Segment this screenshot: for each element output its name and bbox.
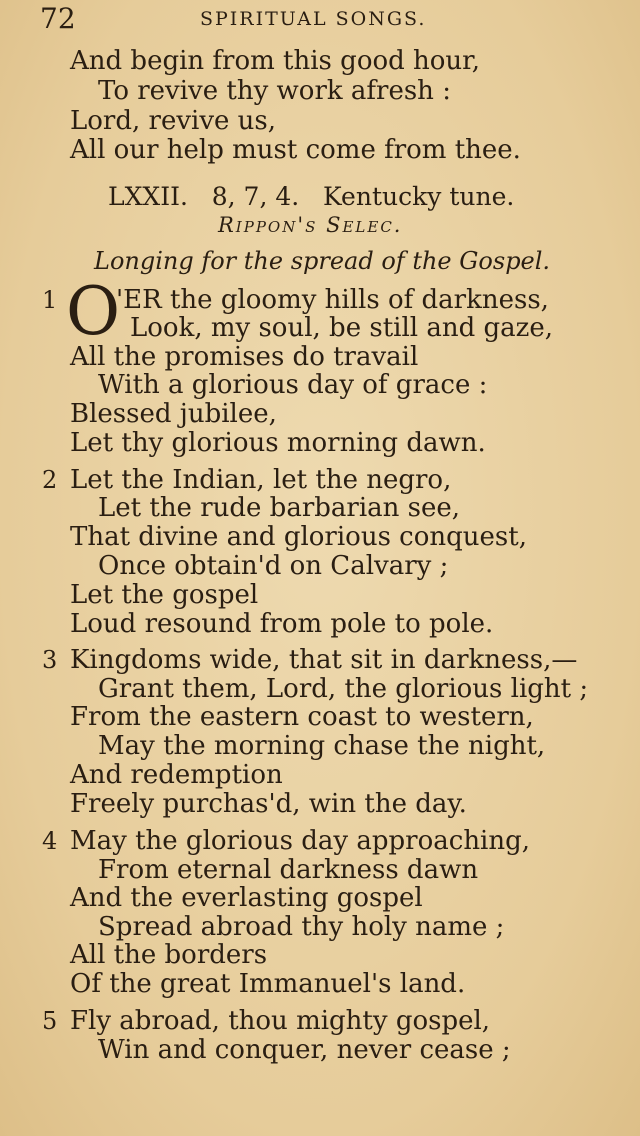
- continuation-line: Lord, revive us,: [70, 106, 277, 136]
- verse-line: With a glorious day of grace :: [98, 370, 488, 400]
- verse-line: 'ER the gloomy hills of darkness,: [116, 285, 549, 315]
- verse-line: All the borders: [70, 940, 268, 970]
- hymn-number: LXXII.: [108, 182, 188, 211]
- verse-line: Grant them, Lord, the glorious light ;: [98, 674, 589, 704]
- verse-line: Loud resound from pole to pole.: [70, 609, 494, 639]
- hymn-source: Rippon's Selec.: [218, 213, 403, 237]
- verse-line: Once obtain'd on Calvary ;: [98, 551, 449, 581]
- stanza-number: 1: [42, 286, 58, 314]
- verse-line: Look, my soul, be still and gaze,: [130, 313, 553, 343]
- verse-line: Let the rude barbarian see,: [98, 493, 461, 523]
- verse-line: Let thy glorious morning dawn.: [70, 428, 486, 458]
- page-header: [40, 2, 600, 36]
- verse-line: And the everlasting gospel: [70, 883, 423, 913]
- verse-line: May the morning chase the night,: [98, 731, 546, 761]
- verse-line: That divine and glorious conquest,: [70, 522, 527, 552]
- verse-line: Kingdoms wide, that sit in darkness,—: [70, 645, 578, 675]
- hymn-tune: Kentucky tune.: [323, 182, 515, 211]
- verse-line: Blessed jubilee,: [70, 399, 277, 429]
- verse-line: Let the gospel: [70, 580, 259, 610]
- verse-line: Let the Indian, let the negro,: [70, 465, 452, 495]
- continuation-line: All our help must come from thee.: [70, 135, 521, 165]
- drop-cap: O: [66, 273, 121, 350]
- verse-line: Spread abroad thy holy name ;: [98, 912, 505, 942]
- stanza-number: 3: [42, 646, 58, 674]
- hymn-meter: 8, 7, 4.: [211, 182, 300, 211]
- continuation-line: And begin from this good hour,: [70, 46, 481, 76]
- verse-line: From the eastern coast to western,: [70, 702, 534, 732]
- verse-line: All the promises do travail: [70, 342, 419, 372]
- stanza-number: 2: [42, 466, 58, 494]
- stanza-number: 4: [42, 827, 58, 855]
- hymn-heading: [108, 182, 514, 211]
- verse-line: Fly abroad, thou mighty gospel,: [70, 1006, 491, 1036]
- stanza-number: 5: [42, 1007, 58, 1035]
- page-number: 72: [40, 2, 76, 35]
- running-title: SPIRITUAL SONGS.: [200, 8, 427, 30]
- verse-line: From eternal darkness dawn: [98, 855, 479, 885]
- verse-line: And redemption: [70, 760, 283, 790]
- continuation-line: To revive thy work afresh :: [98, 76, 451, 106]
- verse-line: Freely purchas'd, win the day.: [70, 789, 467, 819]
- verse-line: Win and conquer, never cease ;: [98, 1035, 511, 1065]
- hymn-subtitle: Longing for the spread of the Gospel.: [94, 247, 551, 275]
- verse-line: May the glorious day approaching,: [70, 826, 531, 856]
- verse-line: Of the great Immanuel's land.: [70, 969, 466, 999]
